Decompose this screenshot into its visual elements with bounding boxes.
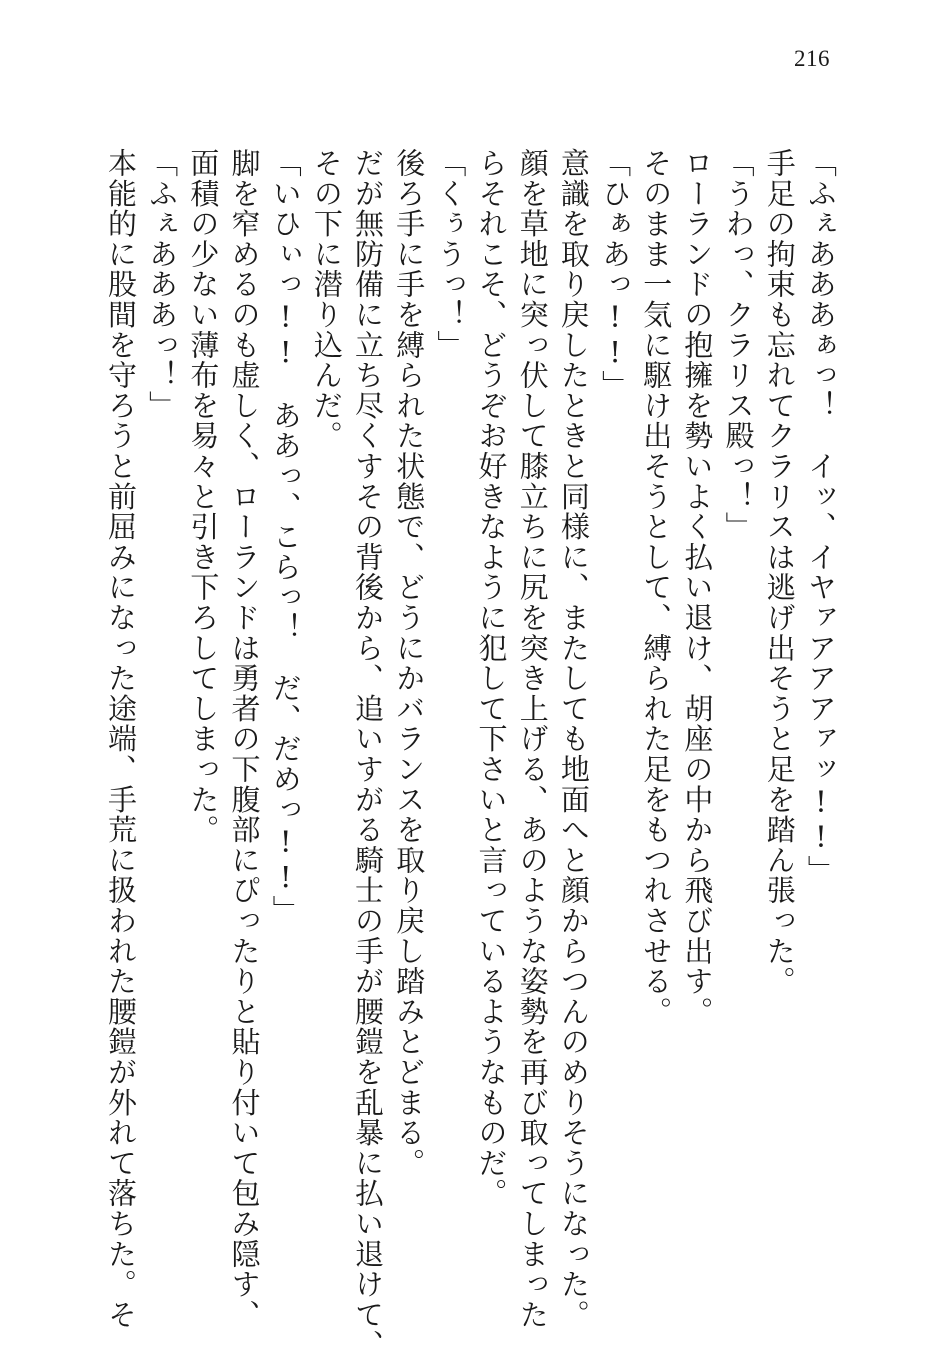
text-line: 手足の拘束も忘れてクラリスは逃げ出そうと足を踏ん張った。	[762, 148, 797, 997]
text-line: その下に潜り込んだ。	[309, 148, 344, 451]
text-line: 後ろ手に手を縛られた状態で、どうにかバランスを取り戻し踏みとどまる。	[392, 148, 427, 1179]
text-line: 脚を窄めるのも虚しく、ローランドは勇者の下腹部にぴったりと貼り付いて包み隠す、	[227, 148, 262, 1330]
text-line: 「ふぇあああぁっ！ イッ、イヤァアアアァッ!!」	[803, 148, 838, 886]
text-line: 「ひぁあっ!!」	[598, 148, 633, 401]
text-line: だが無防備に立ち尽くすその背後から、追いすがる騎士の手が腰鎧を乱暴に払い退けて、	[351, 148, 386, 1360]
text-line: 面積の少ない薄布を易々と引き下ろしてしまった。	[186, 148, 221, 845]
text-line: 「いひぃっ!! ああっ、こらっ！ だ、だめっ!!」	[268, 148, 303, 926]
page-number: 216	[794, 46, 830, 71]
text-line: 顔を草地に突っ伏して膝立ちに尻を突き上げる、あのような姿勢を再び取ってしまった	[515, 148, 550, 1330]
text-line: 「ふぇあああっ！」	[145, 148, 180, 421]
vertical-text-body	[104, 148, 838, 1360]
text-line: 「うわっ、クラリス殿っ！」	[721, 148, 756, 542]
text-line: そのまま一気に駆け出そうとして、縛られた足をもつれさせる。	[639, 148, 674, 1027]
text-line: らそれこそ、どうぞお好きなように犯して下さいと言っているようなものだ。	[474, 148, 509, 1209]
text-line: 意識を取り戻したときと同様に、またしても地面へと顔からつんのめりそうになった。	[556, 148, 591, 1330]
text-line: 「くぅうっ！」	[433, 148, 468, 361]
text-line: ローランドの抱擁を勢いよく払い退け、胡座の中から飛び出す。	[680, 148, 715, 1027]
text-line: 本能的に股間を守ろうと前屈みになった途端、手荒に扱われた腰鎧が外れて落ちた。そ	[104, 148, 138, 1330]
